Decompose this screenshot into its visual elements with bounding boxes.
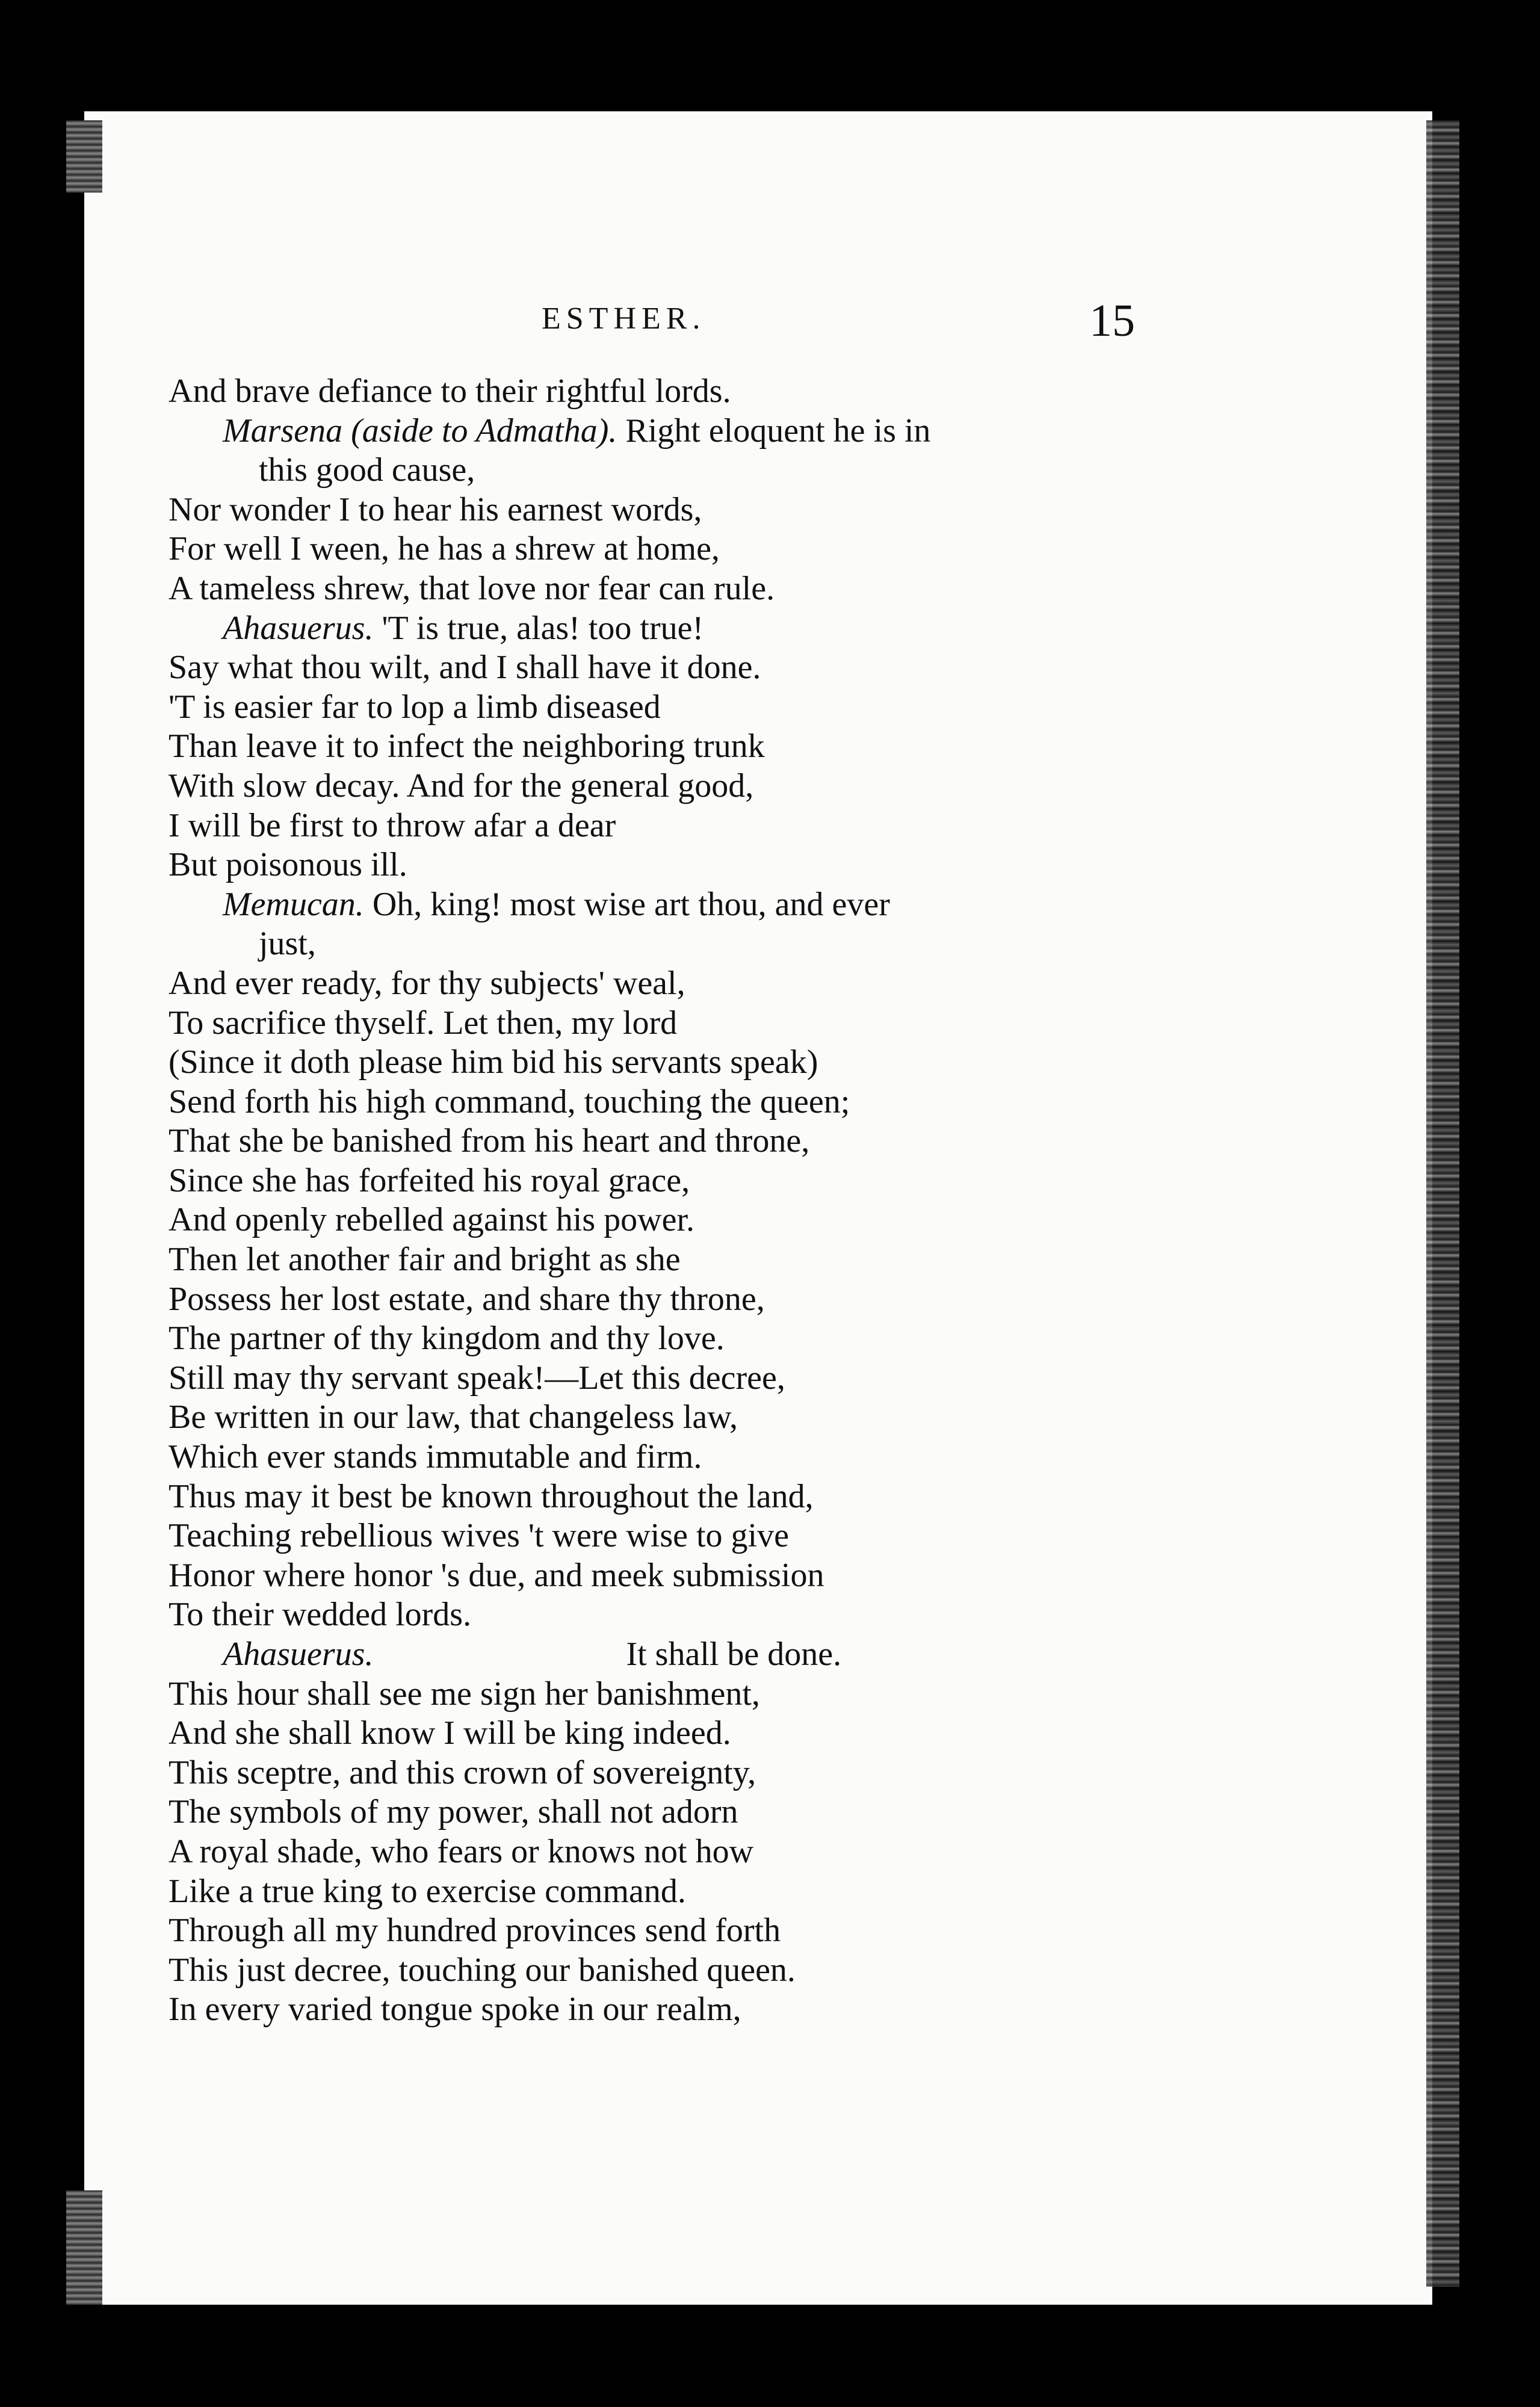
verse-line: (Since it doth please him bid his servants speak) xyxy=(169,1043,818,1081)
page-number: 15 xyxy=(1089,295,1135,346)
verse-line: Teaching rebellious wives 't were wise to give xyxy=(169,1517,789,1555)
verse-line: Honor where honor 's due, and meek submission xyxy=(169,1556,824,1594)
verse-line: Be written in our law, that changeless law, xyxy=(169,1398,738,1436)
verse-line: This just decree, touching our banished queen. xyxy=(169,1951,796,1989)
verse-line: Which ever stands immutable and firm. xyxy=(169,1438,702,1476)
speech-text: Right eloquent he is in xyxy=(625,412,931,450)
verse-line: In every varied tongue spoke in our realm, xyxy=(169,1991,741,2028)
verse-line: Through all my hundred provinces send forth xyxy=(169,1912,781,1950)
verse-line: To sacrifice thyself. Let then, my lord xyxy=(169,1004,678,1042)
speech-text: 'T is true, alas! too true! xyxy=(382,609,704,647)
verse-line: To their wedded lords. xyxy=(169,1596,472,1634)
verse-line: Say what thou wilt, and I shall have it done. xyxy=(169,649,761,687)
verse-line: And brave defiance to their rightful lords. xyxy=(169,372,731,410)
speech-line xyxy=(169,885,1312,925)
verse-line: Possess her lost estate, and share thy throne, xyxy=(169,1280,765,1318)
verse-line: Then let another fair and bright as she xyxy=(169,1241,681,1279)
speaker-name: Memucan. xyxy=(223,885,364,923)
verse-line: A tameless shrew, that love nor fear can rule. xyxy=(169,569,775,607)
verse-line: With slow decay. And for the general good, xyxy=(169,767,754,805)
speech-line xyxy=(169,1635,1312,1675)
verse-line: Thus may it best be known throughout the land, xyxy=(169,1477,814,1515)
speech-line xyxy=(169,609,1312,649)
speech-line xyxy=(169,412,1312,451)
verse-line: Still may thy servant speak!—Let this decree, xyxy=(169,1359,785,1397)
page-header xyxy=(0,295,1540,349)
verse-line: Like a true king to exercise command. xyxy=(169,1872,686,1910)
verse-line: And openly rebelled against his power. xyxy=(169,1201,695,1239)
verse-line: Send forth his high command, touching the queen; xyxy=(169,1083,850,1120)
page-edge-shadow xyxy=(1426,120,1459,2287)
verse-line: I will be first to throw afar a dear xyxy=(169,806,616,844)
verse-line: The symbols of my power, shall not adorn xyxy=(169,1793,738,1831)
speech-text: Oh, king! most wise art thou, and ever xyxy=(372,885,890,923)
verse-line: just, xyxy=(259,925,316,963)
verse-line: Since she has forfeited his royal grace, xyxy=(169,1161,690,1199)
scan-artifact xyxy=(66,2190,102,2305)
verse-line: That she be banished from his heart and throne, xyxy=(169,1122,810,1160)
running-title: ESTHER. xyxy=(542,301,706,336)
speech-text: It shall be done. xyxy=(626,1636,842,1673)
verse-line: Than leave it to infect the neighboring trunk xyxy=(169,728,765,765)
verse-line: The partner of thy kingdom and thy love. xyxy=(169,1320,725,1358)
scan-artifact xyxy=(66,120,102,193)
speaker-name: Ahasuerus. xyxy=(223,609,374,647)
verse-line: And she shall know I will be king indeed. xyxy=(169,1714,731,1752)
verse-line: This hour shall see me sign her banishment, xyxy=(169,1675,760,1713)
verse-line: Nor wonder I to hear his earnest words, xyxy=(169,490,702,528)
speaker-name: Ahasuerus. xyxy=(223,1636,374,1673)
verse-line: this good cause, xyxy=(259,451,475,489)
verse-line: This sceptre, and this crown of sovereignty, xyxy=(169,1753,756,1791)
verse-line: And ever ready, for thy subjects' weal, xyxy=(169,964,685,1002)
verse-line: A royal shade, who fears or knows not how xyxy=(169,1832,754,1870)
verse-line: 'T is easier far to lop a limb diseased xyxy=(169,688,661,726)
verse-line: But poisonous ill. xyxy=(169,846,407,884)
speaker-name: Marsena (aside to Admatha). xyxy=(223,412,617,450)
verse-line: For well I ween, he has a shrew at home, xyxy=(169,530,720,568)
verse-text xyxy=(169,372,1312,2030)
